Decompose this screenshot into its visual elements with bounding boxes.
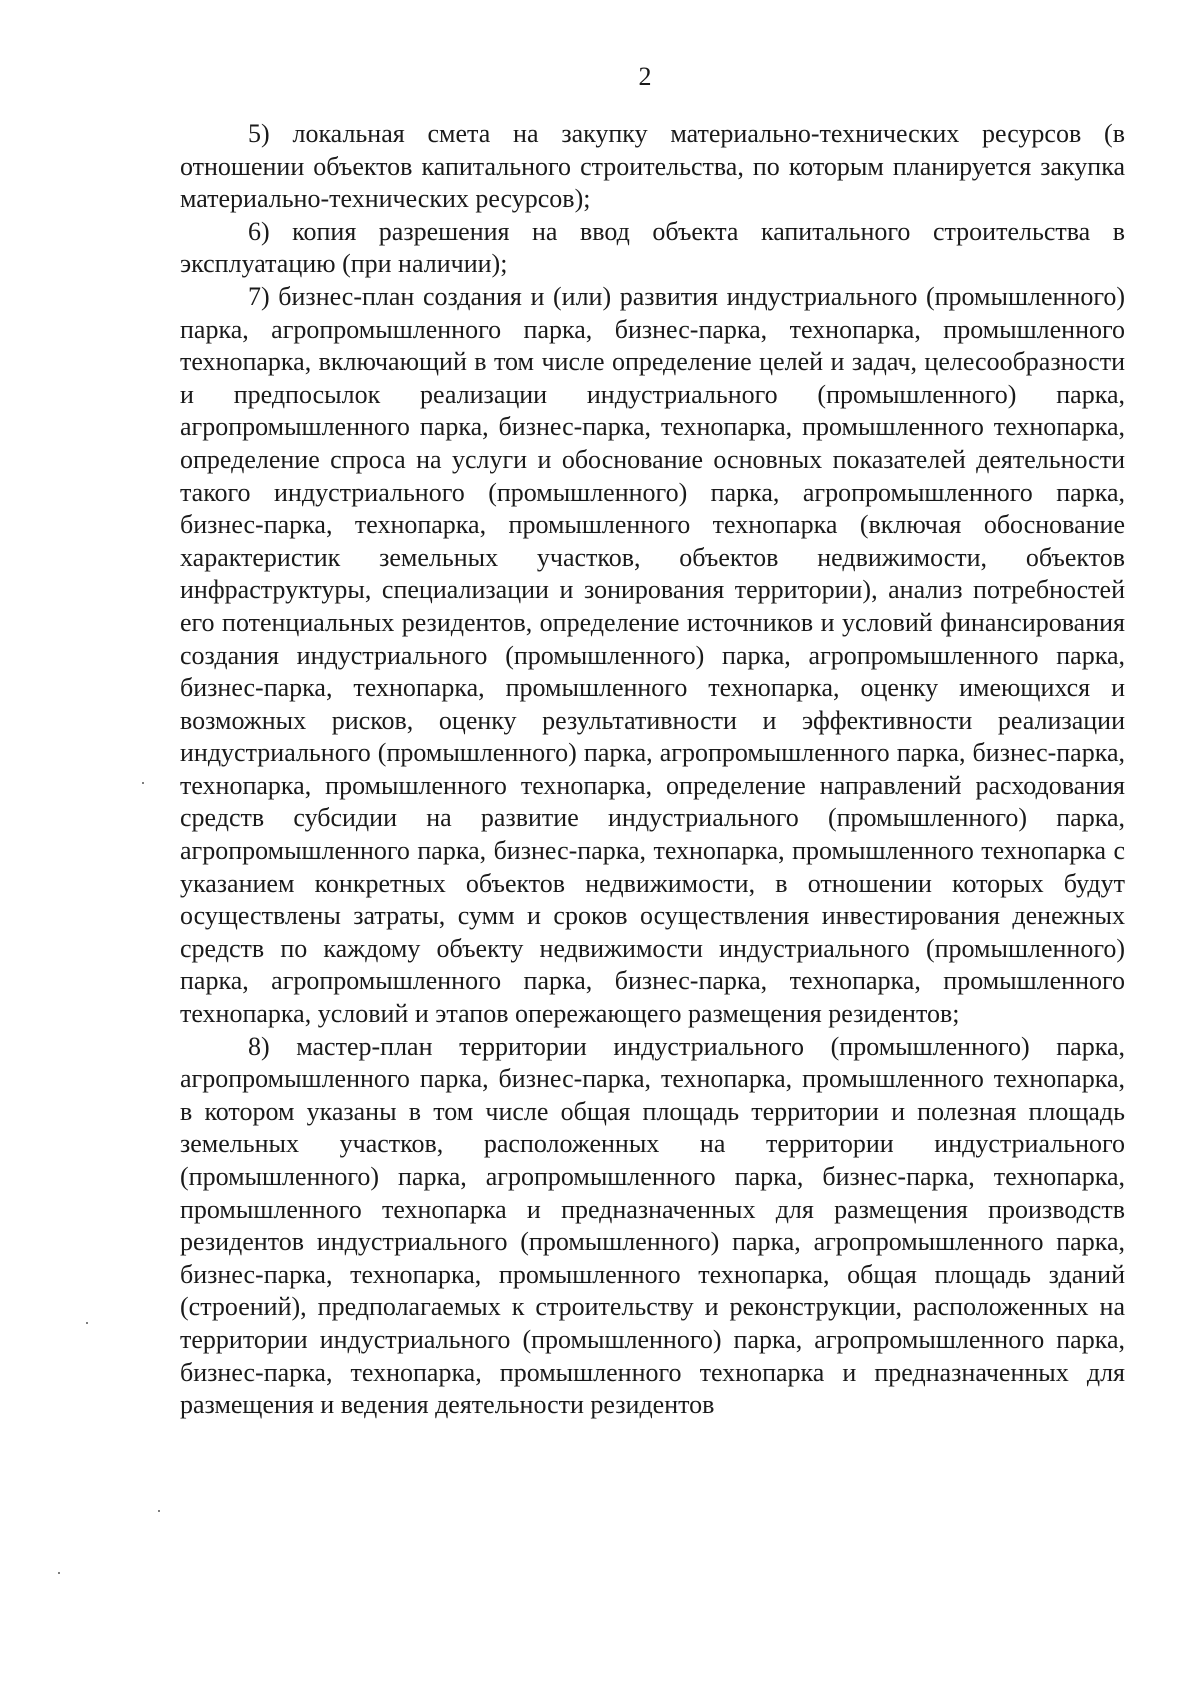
- list-item-8: 8) мастер-план территории индустриального (промышленного) парка, агропромышленного парка, бизнес-парка, технопарка, промышленного технопарка, в котором указаны в том числе общая площадь территории и полезная площадь земельных участков, расположенных на территории индустриального (промышленного) парка, агропромышленного парка, бизнес-парка, технопарка, промышленного технопарка и предназначенных для размещения производств резидентов индустриального (промышленного) парка, агропромышленного парка, бизнес-парка, технопарка, промышленного технопарка, общая площадь зданий (строений), предполагаемых к строительству и реконструкции, расположенных на территории индустриального (промышленного) парка, агропромышленного парка, бизнес-парка, технопарка, промышленного технопарка и предназначенных для размещения и ведения деятельности резидентов: [180, 1031, 1125, 1420]
- scan-speck: [142, 782, 144, 784]
- scan-speck: [158, 1510, 160, 1512]
- list-item-6: 6) копия разрешения на ввод объекта капитального строительства в эксплуатацию (при наличии);: [180, 216, 1125, 279]
- list-item-5: 5) локальная смета на закупку материально-технических ресурсов (в отношении объектов капитального строительства, по которым планируется закупка материально-технических ресурсов);: [180, 119, 1125, 214]
- page-number: 2: [638, 62, 652, 91]
- document-body: [180, 118, 1125, 1422]
- scan-speck: [58, 1572, 60, 1574]
- list-item-7: 7) бизнес-план создания и (или) развития индустриального (промышленного) парка, агропромышленного парка, бизнес-парка, технопарка, промышленного технопарка, включающий в том числе определение целей и задач, целесообразности и предпосылок реализации индустриального (промышленного) парка, агропромышленного парка, бизнес-парка, технопарка, промышленного технопарка, определение спроса на услуги и обоснование основных показателей деятельности такого индустриального (промышленного) парка, агропромышленного парка, бизнес-парка, технопарка, промышленного технопарка (включая обоснование характеристик земельных участков, объектов недвижимости, объектов инфраструктуры, специализации и зонирования территории), анализ потребностей его потенциальных резидентов, определение источников и условий финансирования создания индустриального (промышленного) парка, агропромышленного парка, бизнес-парка, технопарка, промышленного технопарка, оценку имеющихся и возможных рисков, оценку результативности и эффективности реализации индустриального (промышленного) парка, агропромышленного парка, бизнес-парка, технопарка, промышленного технопарка, определение направлений расходования средств субсидии на развитие индустриального (промышленного) парка, агропромышленного парка, бизнес-парка, технопарка, промышленного технопарка с указанием конкретных объектов недвижимости, в отношении которых будут осуществлены затраты, сумм и сроков осуществления инвестирования денежных средств по каждому объекту недвижимости индустриального (промышленного) парка, агропромышленного парка, бизнес-парка, технопарка, промышленного технопарка, условий и этапов опережающего размещения резидентов;: [180, 281, 1125, 1029]
- scan-speck: [86, 1322, 88, 1324]
